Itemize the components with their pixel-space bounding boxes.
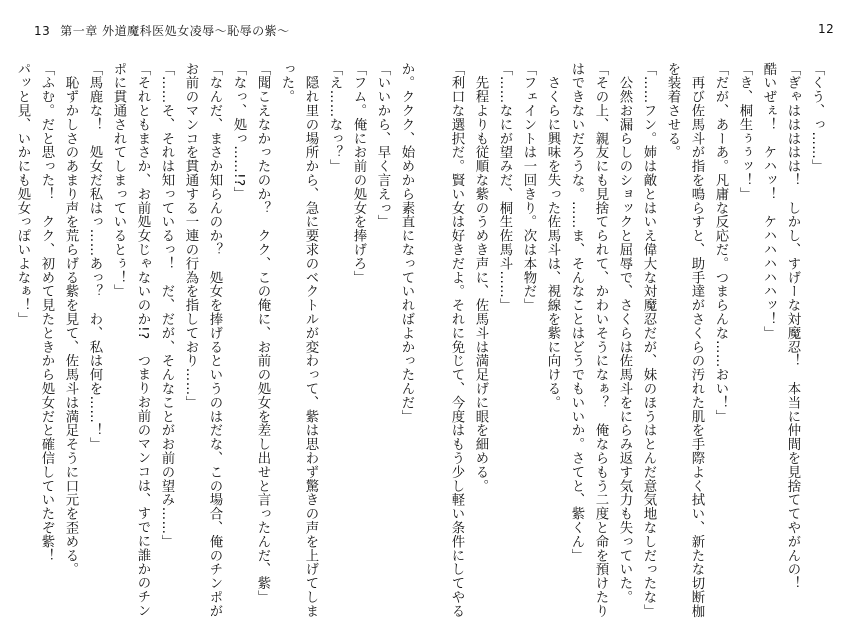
text-line: 「フェイントは一回きり。次は本物だ」 (521, 62, 536, 313)
text-line: 「利口な選択だ。賢い女は好きだよ。それに免じて、今度はもう少し軽い条件にしてやる (449, 62, 464, 618)
text-line: お前のマンコを貫通する一連の行為を指しており……」 (183, 62, 198, 410)
text-line: 酷いぜぇ！ ケハッ！ ケハハハハハッ！」 (761, 62, 776, 340)
text-line: 「ふむ。だと思った！ クク、初めて見たときから処女だと確信していたぞ紫！ (39, 62, 54, 563)
left-page-header (34, 22, 290, 39)
text-line: った。 (279, 62, 294, 104)
text-line: はできないだろうな。……ま、そんなことはどうでもいいか。さてと、紫くん」 (569, 62, 584, 563)
text-line: 隠れ里の場所から、急に要求のベクトルが変わって、紫は思わず驚きの声を上げてしま (303, 62, 318, 618)
left-page-text (15, 62, 418, 618)
text-line: 先程よりも従順な紫のうめき声に、佐馬斗は満足げに眼を細める。 (473, 62, 488, 493)
text-line: 「なんだ、まさか知らんのか？ 処女を捧げるというのはだな、この場合、俺のチンポが (207, 62, 222, 618)
text-line: 「……そ、それは知っているっ！ だ、だが、そんなことがお前の望み……」 (159, 62, 174, 549)
text-line: 「……なにが望みだ、桐生佐馬斗……」 (497, 62, 512, 313)
right-page-text (449, 62, 828, 618)
text-line: 「いいから、早く言えっ」 (375, 62, 390, 229)
text-line: 「その上、親友にも見捨てられて、かわいそうになぁ？ 俺ならもう二度と命を預けたり (593, 62, 608, 618)
text-line: 「なっ、処っ……!?」 (231, 62, 246, 201)
text-line: 「ぎゃははははは！ しかし、すげーな対魔忍！ 本当に仲間を見捨ててやがんの！ (785, 62, 800, 591)
text-line: 「え……なっ？」 (327, 62, 342, 174)
text-line: 「だが、あーあ。凡庸な反応だ。つまらんな……おい！」 (713, 62, 728, 424)
text-line: 「聞こえなかったのか？ クク、この俺に、お前の処女を差し出せと言ったんだ、紫」 (255, 62, 270, 605)
left-page-number: 13 (34, 24, 51, 38)
text-line: 恥ずかしさのあまり声を荒らげる紫を見て、佐馬斗は満足そうに口元を歪める。 (63, 62, 78, 577)
text-line: 「き、桐生ぅぅッ！」 (737, 62, 752, 201)
text-line: か。ククク、始めから素直になっていればよかったんだ」 (399, 62, 414, 424)
text-line: 「それともまさか、お前処女じゃないのか!? つまりお前のマンコは、すでに誰かのチン (135, 62, 150, 618)
text-line: 「馬鹿な！ 処女だ私はっ……あっ？ わ、私は何を……！」 (87, 62, 102, 452)
text-line: さくらに興味を失った佐馬斗は、視線を紫に向ける。 (545, 62, 560, 410)
text-line: 公然お漏らしのショックと屈辱で、さくらは佐馬斗をにらみ返す気力も失っていた。 (617, 62, 632, 605)
text-line: 「フム。俺にお前の処女を捧げろ」 (351, 62, 366, 285)
text-line: ポに貫通されてしまっているとぅ！」 (111, 62, 126, 299)
text-line: 「……フン。姉は敵とはいえ偉大な対魔忍だが、妹のほうはとんだ意気地なしだったな」 (641, 62, 656, 618)
text-line: 「くう、っ……」 (809, 62, 824, 174)
text-line: 再び佐馬斗が指を鳴らすと、助手達がさくらの汚れた肌を手際よく拭い、新たな切断枷 (689, 62, 704, 618)
running-title: 第一章 外道魔科医処女凌辱～恥辱の紫～ (60, 24, 290, 38)
right-page-number: 12 (818, 22, 835, 36)
text-line: を装着させる。 (665, 62, 680, 160)
text-line: パッと見、いかにも処女っぽいよなぁ！」 (15, 62, 30, 327)
